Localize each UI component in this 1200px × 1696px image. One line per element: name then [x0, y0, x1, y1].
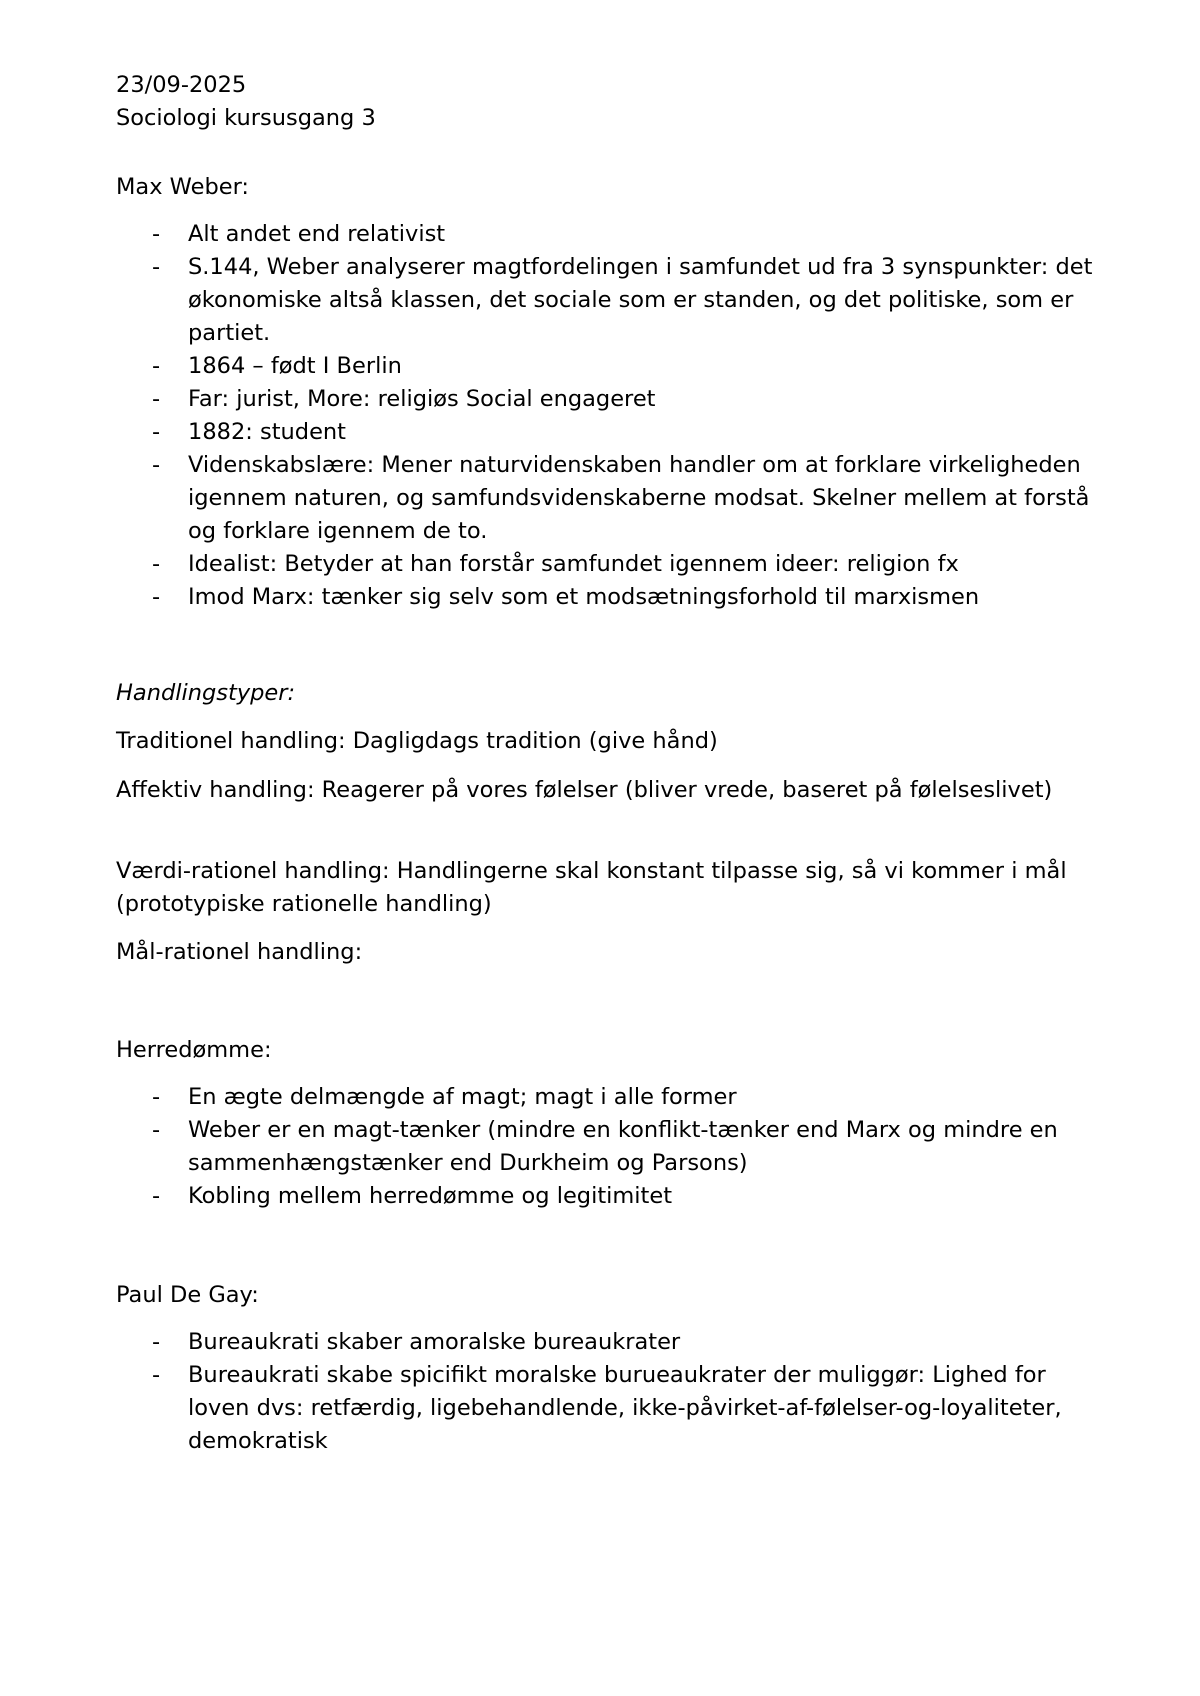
herredomme-list [0, 1081, 1098, 1213]
maal-rationel-handling: Mål-rationel handling: [116, 939, 363, 965]
list-item: - Kobling mellem herredømme og legitimitet [0, 1180, 1098, 1213]
list-item: - En ægte delmængde af magt; magt i alle former [0, 1081, 1098, 1114]
list-dash: - [152, 1362, 161, 1388]
list-item: - Alt andet end relativist [0, 218, 1098, 251]
list-dash: - [152, 584, 161, 610]
list-dash: - [152, 386, 161, 412]
herredomme-heading: Herredømme: [116, 1037, 272, 1063]
date: 23/09-2025 [116, 72, 247, 98]
list-dash: - [152, 551, 161, 577]
affektiv-handling: Affektiv handling: Reagerer på vores følelser (bliver vrede, baseret på følelseslivet) [116, 777, 1053, 803]
list-dash: - [152, 1084, 161, 1110]
degay-list [0, 1326, 1098, 1458]
handlingstyper-heading: Handlingstyper: [116, 680, 296, 706]
list-dash: - [152, 452, 161, 478]
list-dash: - [152, 353, 161, 379]
list-item: - Far: jurist, More: religiøs Social engageret [0, 383, 1098, 416]
course-title: Sociologi kursusgang 3 [116, 105, 376, 131]
list-dash: - [152, 1329, 161, 1355]
list-item: - Bureaukrati skabe spicifikt moralske burueaukrater der muliggør: Lighed for loven dvs: retfærdig, ligebehandlende, ikke-påvirket-af-følelser-og-loyaliteter, demokratisk [0, 1359, 1098, 1458]
list-dash: - [152, 221, 161, 247]
list-item: - Videnskabslære: Mener naturvidenskaben handler om at forklare virkeligheden igennem naturen, og samfundsvidenskaberne modsat. Skelner mellem at forstå og forklare igennem de to. [0, 449, 1098, 548]
list-dash: - [152, 1117, 161, 1143]
weber-heading: Max Weber: [116, 174, 250, 200]
degay-heading: Paul De Gay: [116, 1282, 259, 1308]
vaerdi-rationel-handling: Værdi-rationel handling: Handlingerne skal konstant tilpasse sig, så vi kommer i mål (prototypiske rationelle handling) [116, 858, 1067, 917]
list-dash: - [152, 254, 161, 280]
list-item: - 1882: student [0, 416, 1098, 449]
list-item: - Idealist: Betyder at han forstår samfundet igennem ideer: religion fx [0, 548, 1098, 581]
list-item: - Bureaukrati skaber amoralske bureaukrater [0, 1326, 1098, 1359]
list-item: - 1864 – født I Berlin [0, 350, 1098, 383]
list-dash: - [152, 419, 161, 445]
traditionel-handling: Traditionel handling: Dagligdags tradition (give hånd) [116, 728, 718, 754]
list-item: - Weber er en magt-tænker (mindre en konflikt-tænker end Marx og mindre en sammenhængstænker end Durkheim og Parsons) [0, 1114, 1098, 1180]
weber-list [0, 218, 1098, 614]
list-dash: - [152, 1183, 161, 1209]
list-item: - S.144, Weber analyserer magtfordelingen i samfundet ud fra 3 synspunkter: det økonomiske altså klassen, det sociale som er standen, og det politiske, som er partiet. [0, 251, 1098, 350]
list-item: - Imod Marx: tænker sig selv som et modsætningsforhold til marxismen [0, 581, 1098, 614]
